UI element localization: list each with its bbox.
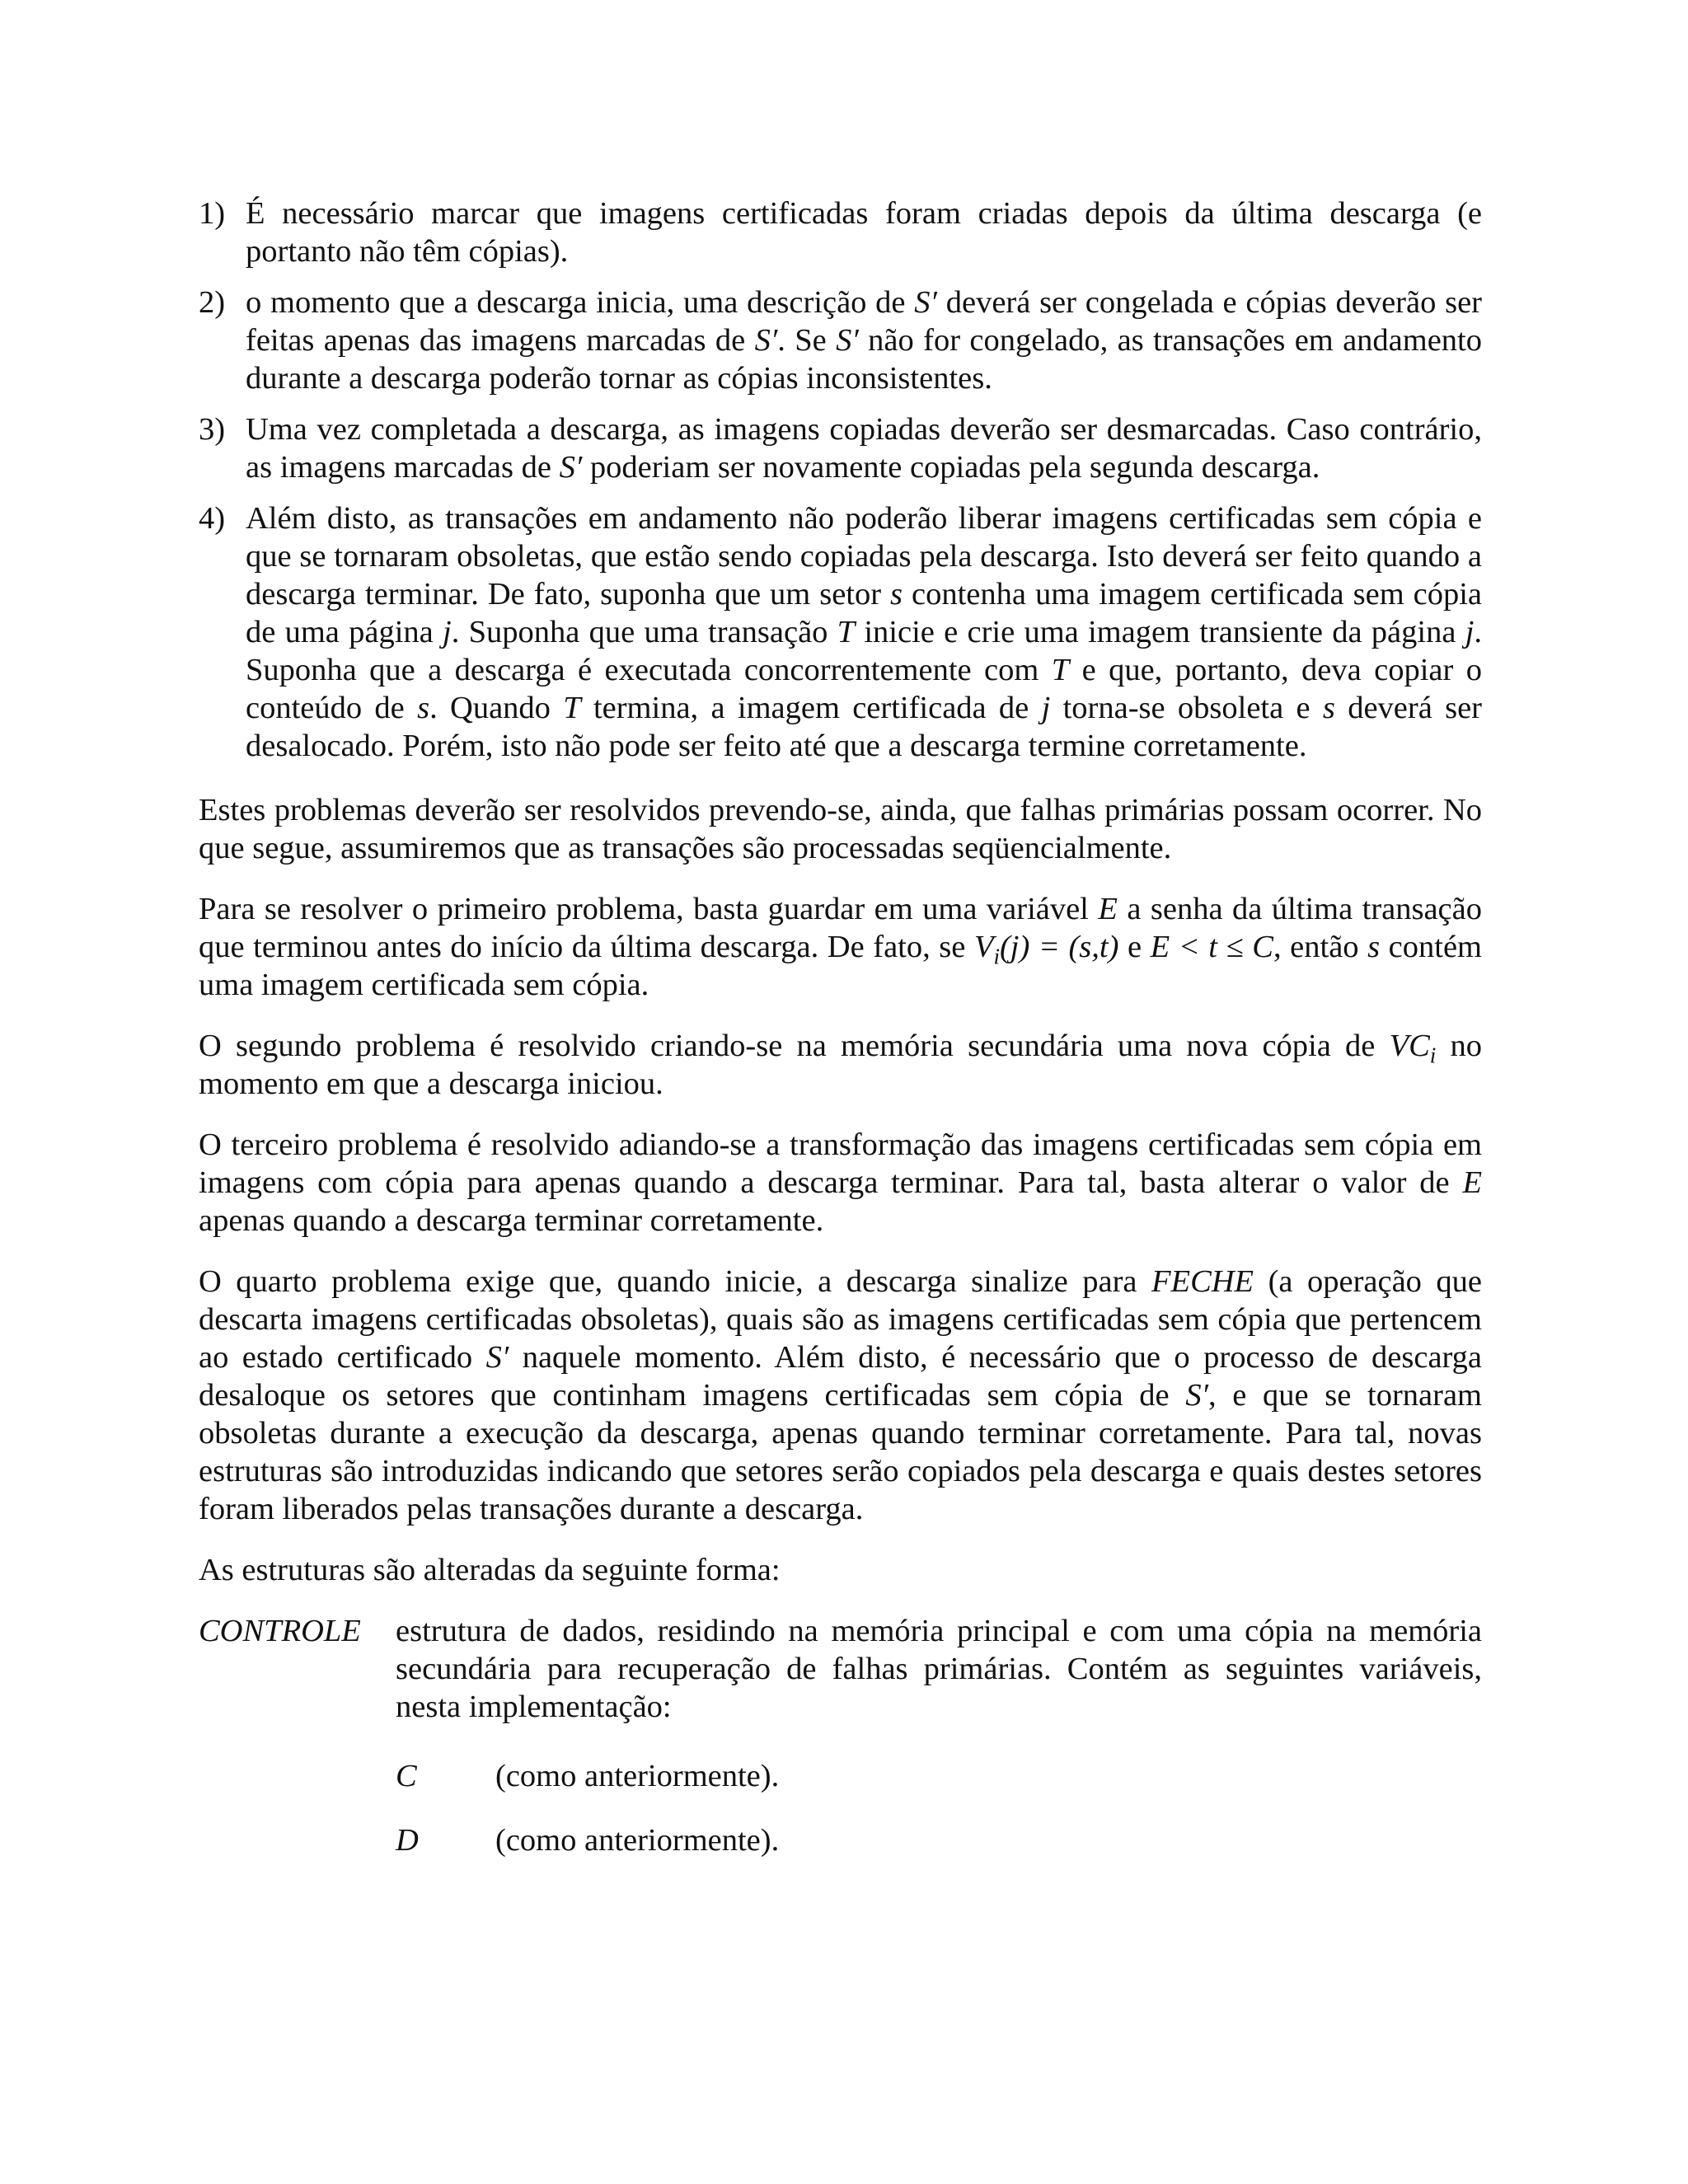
list-item-text	[246, 499, 1482, 765]
text-run: deverá ser desalocado. Porém, isto não pode ser feito até que a descarga termine corretamente.	[246, 691, 1483, 763]
text-run: inicie e crie uma imagem transiente da página	[855, 615, 1465, 649]
paragraph-third-problem	[199, 1126, 1482, 1240]
subscript-text: i	[1429, 1043, 1437, 1068]
text-run: não for congelado, as transações em andamento durante a descarga poderão tornar as cópias inconsistentes.	[246, 323, 1483, 396]
italic-symbol: j	[1465, 615, 1475, 649]
text-run: termina, a imagem certificada de	[580, 691, 1042, 725]
text-run: . Se	[777, 323, 837, 358]
text-run: Além disto, as transações em andamento não poderão liberar imagens certificadas sem cópia e que se tornaram obsoletas, que estão sendo copiadas pela descarga. Isto deverá ser feito quando a descarga terminar. De fato, suponha que um setor	[246, 501, 1482, 612]
text-run: naquele momento. Além disto, é necessário que o processo de descarga desaloque os setores que continham imagens certificadas sem cópia de	[199, 1340, 1483, 1413]
text-run: deverá ser congelada e cópias deverão ser feitas apenas das imagens marcadas de	[246, 285, 1482, 358]
variable-symbol: D	[396, 1823, 419, 1858]
list-item-number: 4)	[199, 501, 226, 536]
paragraph-second-problem	[199, 1027, 1482, 1103]
text-run: É necessário marcar que imagens certificadas foram criadas depois da última descarga (e portanto não têm cópias).	[246, 196, 1482, 269]
text-run: As estruturas são alteradas da seguinte forma:	[199, 1553, 781, 1587]
document-body	[199, 194, 1482, 1886]
text-run: o momento que a descarga inicia, uma descrição de	[246, 285, 915, 320]
text-run: poderiam ser novamente copiadas pela segunda descarga.	[582, 450, 1320, 485]
text-run: (a operação que descarta imagens certificadas obsoletas), quais são as imagens certificadas sem cópia que pertencem ao estado certificado	[199, 1264, 1483, 1375]
list-item	[199, 194, 1482, 270]
list-item	[199, 284, 1482, 397]
variable-description: (como anteriormente).	[495, 1759, 780, 1793]
italic-symbol: S′	[914, 285, 937, 320]
italic-symbol: S′	[1185, 1378, 1208, 1413]
italic-symbol: S′	[754, 323, 778, 358]
list-item-text	[246, 410, 1482, 486]
paragraph-structures-intro	[199, 1551, 1482, 1589]
italic-symbol: T	[837, 615, 856, 649]
text-run: O quarto problema exige que, quando inicie, a descarga sinalize para	[199, 1264, 1152, 1299]
italic-symbol: j	[1041, 691, 1051, 725]
text-run: Uma vez completada a descarga, as imagens copiadas deverão ser desmarcadas. Caso contrário, as imagens marcadas de	[246, 412, 1482, 485]
italic-symbol: E	[1462, 1165, 1482, 1200]
text-run: a senha da última transação que terminou antes do início da última descarga. De fato, se	[199, 892, 1482, 964]
list-item	[199, 410, 1482, 486]
list-item-text	[246, 284, 1482, 397]
text-run: . Quando	[429, 691, 564, 725]
text-run: e	[1118, 930, 1151, 964]
text-run: Estes problemas deverão ser resolvidos prevendo-se, ainda, que falhas primárias possam ocorrer. No que segue, assumiremos que as transações são processadas seqüencialmente.	[199, 793, 1482, 865]
text-run: contém uma imagem certificada sem cópia.	[199, 930, 1482, 1002]
problem-list	[199, 194, 1482, 765]
list-item-text	[246, 194, 1482, 270]
list-item	[199, 499, 1482, 765]
paragraph-fourth-problem	[199, 1263, 1482, 1528]
text-run: . Suponha que uma transação	[451, 615, 837, 649]
italic-symbol: s	[417, 691, 430, 725]
text-run: no momento em que a descarga iniciou.	[199, 1029, 1482, 1101]
italic-symbol: E < t ≤ C	[1150, 930, 1273, 964]
definition-term: CONTROLE	[199, 1614, 361, 1648]
italic-symbol: VC	[1389, 1029, 1430, 1063]
italic-symbol: j	[443, 615, 452, 649]
text-run: torna-se obsoleta e	[1050, 691, 1323, 725]
subscript-text: i	[993, 944, 1000, 969]
definition-text: estrutura de dados, residindo na memória principal e com uma cópia na memória secundária para recuperação de falhas primárias. Contém as seguintes variáveis, nesta implementação:	[396, 1614, 1482, 1724]
paragraph-first-problem	[199, 890, 1482, 1004]
italic-symbol: S′	[836, 323, 859, 358]
italic-symbol: T	[563, 691, 581, 725]
text-run: O segundo problema é resolvido criando-se na memória secundária uma nova cópia de	[199, 1029, 1390, 1063]
italic-symbol: (j) = (s,t)	[999, 930, 1119, 964]
italic-symbol: T	[1051, 653, 1070, 687]
variable-row	[199, 1821, 1482, 1859]
list-item-number: 1)	[199, 196, 226, 231]
variable-row	[199, 1757, 1482, 1795]
text-run: e que, portanto, deva copiar o conteúdo de	[246, 653, 1482, 725]
definition-controle	[199, 1612, 1482, 1726]
text-run: , então	[1273, 930, 1368, 964]
variable-symbol: C	[396, 1759, 417, 1793]
italic-symbol: S′	[485, 1340, 509, 1375]
paragraph-problems-summary	[199, 791, 1482, 867]
text-run: , e que se tornaram obsoletas durante a execução da descarga, apenas quando terminar corretamente. Para tal, novas estruturas são introduzidas indicando que setores serão copiados pela descarga e quais destes setores foram liberados pelas transações durante a descarga.	[199, 1378, 1482, 1526]
italic-symbol: S′	[559, 450, 583, 485]
text-run: contenha uma imagem certificada sem cópia de uma página	[246, 577, 1482, 649]
list-item-number: 2)	[199, 285, 226, 320]
text-run: O terceiro problema é resolvido adiando-se a transformação das imagens certificadas sem cópia em imagens com cópia para apenas quando a descarga terminar. Para tal, basta alterar o valor de	[199, 1127, 1482, 1200]
list-item-number: 3)	[199, 412, 226, 447]
italic-symbol: E	[1098, 892, 1118, 926]
italic-symbol: s	[890, 577, 903, 612]
italic-symbol: s	[1367, 930, 1381, 964]
text-run: . Suponha que a descarga é executada concorrentemente com	[246, 615, 1483, 687]
italic-symbol: V	[973, 930, 994, 964]
text-run: apenas quando a descarga terminar corretamente.	[199, 1203, 824, 1238]
italic-symbol: FECHE	[1151, 1264, 1254, 1299]
variable-description: (como anteriormente).	[495, 1823, 780, 1858]
text-run: Para se resolver o primeiro problema, basta guardar em uma variável	[199, 892, 1099, 926]
italic-symbol: s	[1322, 691, 1335, 725]
